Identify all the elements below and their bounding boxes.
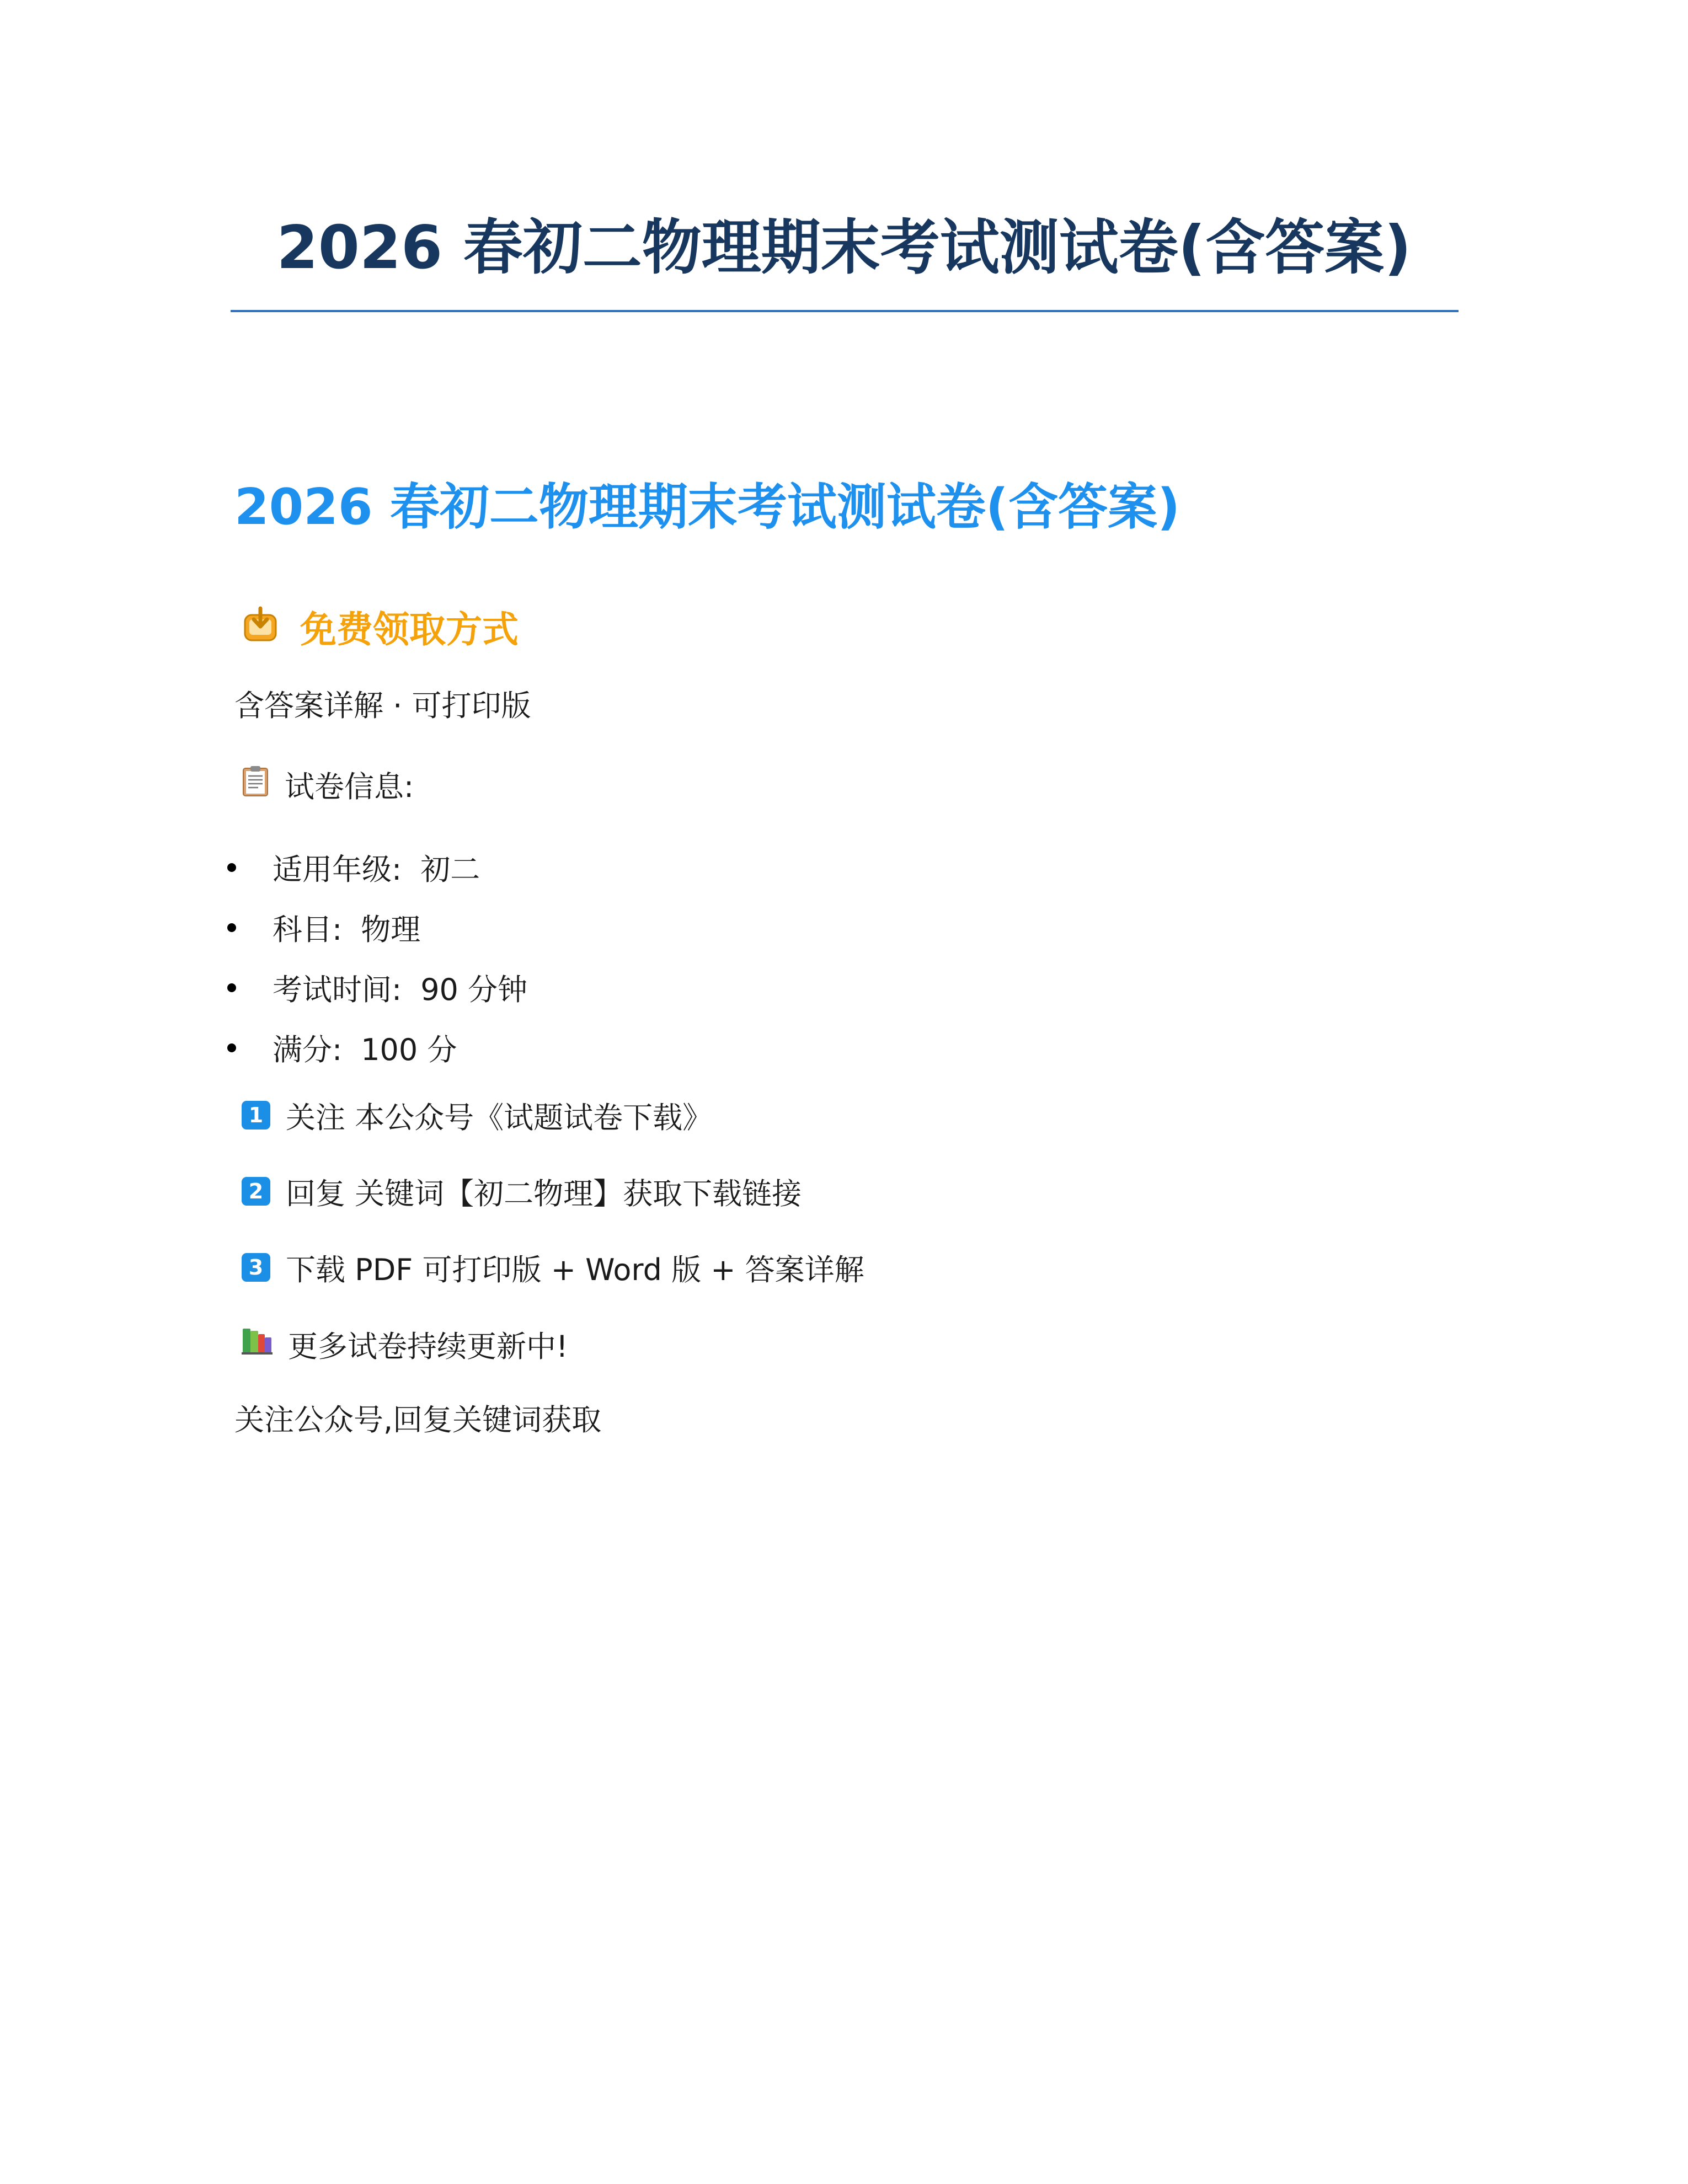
info-label: 适用年级: bbox=[273, 852, 402, 887]
clipboard-icon bbox=[242, 765, 269, 804]
step-3 bbox=[242, 1245, 864, 1289]
keycap-2-icon: 2 bbox=[242, 1177, 270, 1206]
info-list bbox=[227, 837, 527, 1078]
more-note bbox=[242, 1322, 568, 1366]
info-value: 100 分 bbox=[361, 1032, 457, 1067]
free-download-heading bbox=[242, 598, 519, 654]
info-value: 90 分钟 bbox=[420, 972, 528, 1007]
keycap-1-icon: 1 bbox=[242, 1101, 270, 1130]
list-item bbox=[227, 1018, 527, 1078]
title-divider bbox=[231, 310, 1459, 312]
info-label: 考试时间: bbox=[273, 972, 402, 1007]
info-heading-label: 试卷信息: bbox=[285, 769, 414, 804]
bullet-icon bbox=[227, 1043, 236, 1052]
list-item bbox=[227, 897, 527, 957]
step-2 bbox=[242, 1169, 802, 1213]
bullet-icon bbox=[227, 983, 236, 992]
info-label: 满分: bbox=[273, 1032, 343, 1067]
step-1-text: 关注 本公众号《试题试卷下载》 bbox=[286, 1100, 713, 1135]
info-label: 科目: bbox=[273, 912, 343, 947]
page-title: 2026 春初二物理期末考试测试卷(含答案) bbox=[276, 213, 1412, 282]
more-note-text: 更多试卷持续更新中! bbox=[288, 1329, 568, 1364]
section-heading-label: 免费领取方式 bbox=[300, 608, 519, 651]
info-value: 物理 bbox=[361, 912, 421, 947]
step-2-text: 回复 关键词【初二物理】获取下载链接 bbox=[286, 1176, 802, 1211]
list-item bbox=[227, 837, 527, 897]
bullet-icon bbox=[227, 923, 236, 932]
tagline: 含答案详解 · 可打印版 bbox=[234, 688, 531, 723]
info-value: 初二 bbox=[420, 852, 480, 887]
books-icon bbox=[242, 1326, 273, 1362]
section-title: 2026 春初二物理期末考试测试卷(含答案) bbox=[234, 478, 1180, 536]
keycap-3-icon: 3 bbox=[242, 1253, 270, 1282]
info-heading bbox=[242, 762, 414, 806]
list-item bbox=[227, 957, 527, 1018]
step-1 bbox=[242, 1093, 712, 1137]
footer-note: 关注公众号,回复关键词获取 bbox=[234, 1403, 602, 1437]
download-box-icon bbox=[242, 606, 279, 646]
bullet-icon bbox=[227, 863, 236, 872]
step-3-text: 下载 PDF 可打印版 + Word 版 + 答案详解 bbox=[286, 1252, 864, 1287]
